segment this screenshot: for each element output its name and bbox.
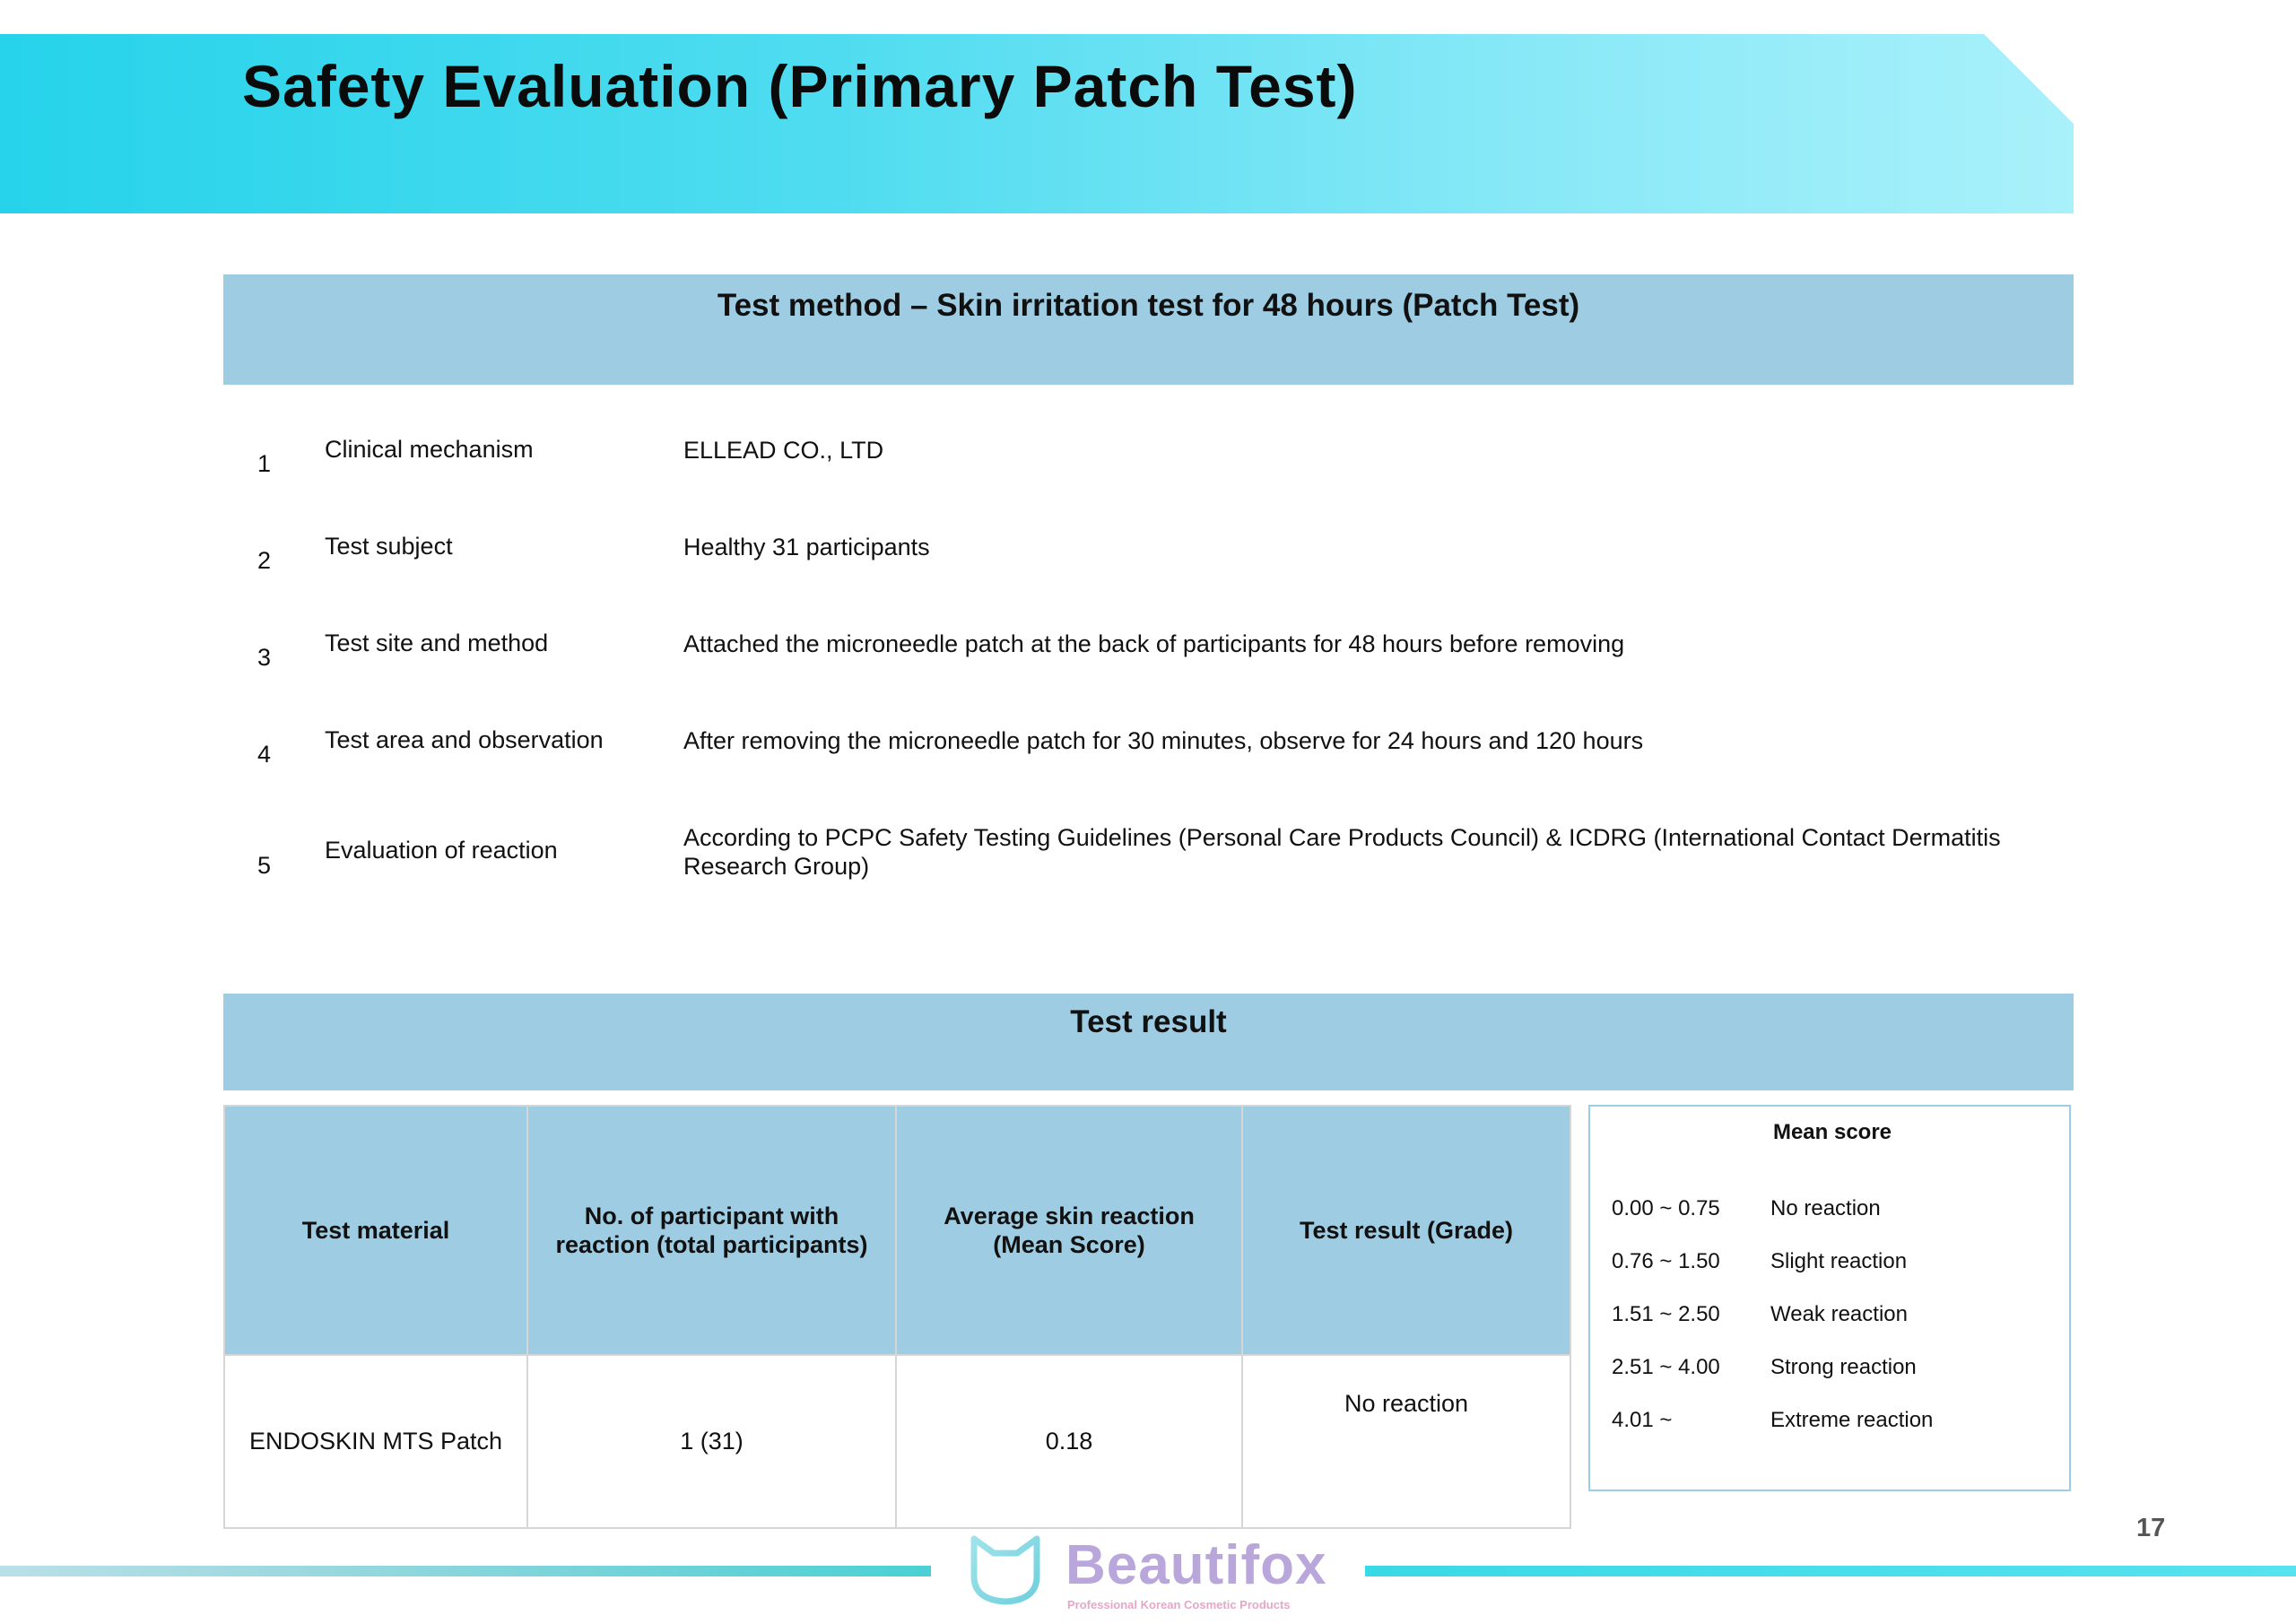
legend-item	[1612, 1196, 1881, 1221]
page-title: Safety Evaluation (Primary Patch Test)	[242, 53, 1358, 119]
page-number: 17	[2136, 1514, 2166, 1542]
result-header-bar	[223, 994, 2074, 1090]
method-header: Test method – Skin irritation test for 48 hours (Patch Test)	[717, 288, 1580, 323]
legend-range: 1.51 ~ 2.50	[1612, 1302, 1720, 1326]
result-table	[223, 1105, 1571, 1529]
legend-item	[1612, 1408, 1933, 1433]
table-cell: 0.18	[896, 1355, 1242, 1528]
brand-name: Beautifox	[1065, 1534, 1327, 1596]
row-number: 5	[257, 852, 272, 879]
row-key: Test subject	[325, 533, 453, 560]
row-key: Test area and observation	[325, 726, 604, 753]
legend-range: 0.76 ~ 1.50	[1612, 1249, 1720, 1273]
method-header-bar	[223, 274, 2074, 385]
legend-label: Strong reaction	[1770, 1355, 1917, 1379]
legend-range: 0.00 ~ 0.75	[1612, 1196, 1720, 1220]
legend-label: Weak reaction	[1770, 1302, 1908, 1326]
row-value: ELLEAD CO., LTD	[683, 437, 884, 464]
row-number: 1	[257, 450, 272, 477]
row-value: Healthy 31 participants	[683, 534, 930, 560]
row-value: According to PCPC Safety Testing Guidelines (Personal Care Products Council) & ICDRG (International Contact Dermatitis Research Group)	[683, 824, 2001, 880]
row-number: 2	[257, 547, 272, 574]
legend-label: Slight reaction	[1770, 1249, 1908, 1273]
footer-stripe-left	[0, 1566, 931, 1576]
legend-item	[1612, 1249, 1907, 1274]
footer-stripe-right	[1365, 1566, 2296, 1576]
brand-tagline: Professional Korean Cosmetic Products	[1067, 1598, 1291, 1611]
row-key: Test site and method	[325, 630, 549, 656]
legend-title: Mean score	[1772, 1120, 1892, 1144]
column-header: Test result (Grade)	[1242, 1106, 1570, 1355]
row-key: Evaluation of reaction	[325, 837, 558, 864]
table-cell: 1 (31)	[527, 1355, 896, 1528]
row-number: 4	[257, 741, 272, 768]
column-header: Test material	[224, 1106, 527, 1355]
table-cell: ENDOSKIN MTS Patch	[224, 1355, 527, 1528]
row-number: 3	[257, 644, 272, 671]
legend-item	[1612, 1355, 1917, 1380]
brand-logo	[969, 1532, 1345, 1617]
legend-label: Extreme reaction	[1770, 1408, 1934, 1432]
table-header-row	[224, 1106, 1570, 1355]
column-header: No. of participant with reaction (total participants)	[527, 1106, 896, 1355]
column-header: Average skin reaction (Mean Score)	[896, 1106, 1242, 1355]
table-cell: No reaction	[1242, 1355, 1570, 1528]
legend-range: 2.51 ~ 4.00	[1612, 1355, 1720, 1379]
fox-icon	[969, 1533, 1042, 1605]
row-value: After removing the microneedle patch for 30 minutes, observe for 24 hours and 120 hours	[683, 727, 1644, 754]
row-key: Clinical mechanism	[325, 436, 534, 463]
legend-range: 4.01 ~	[1612, 1408, 1673, 1432]
legend-label: No reaction	[1770, 1196, 1881, 1220]
mean-score-legend	[1588, 1105, 2071, 1491]
table-row	[224, 1355, 1570, 1528]
result-header: Test result	[1070, 1004, 1227, 1039]
legend-item	[1612, 1302, 1908, 1327]
row-value: Attached the microneedle patch at the back of participants for 48 hours before removing	[683, 630, 1625, 657]
